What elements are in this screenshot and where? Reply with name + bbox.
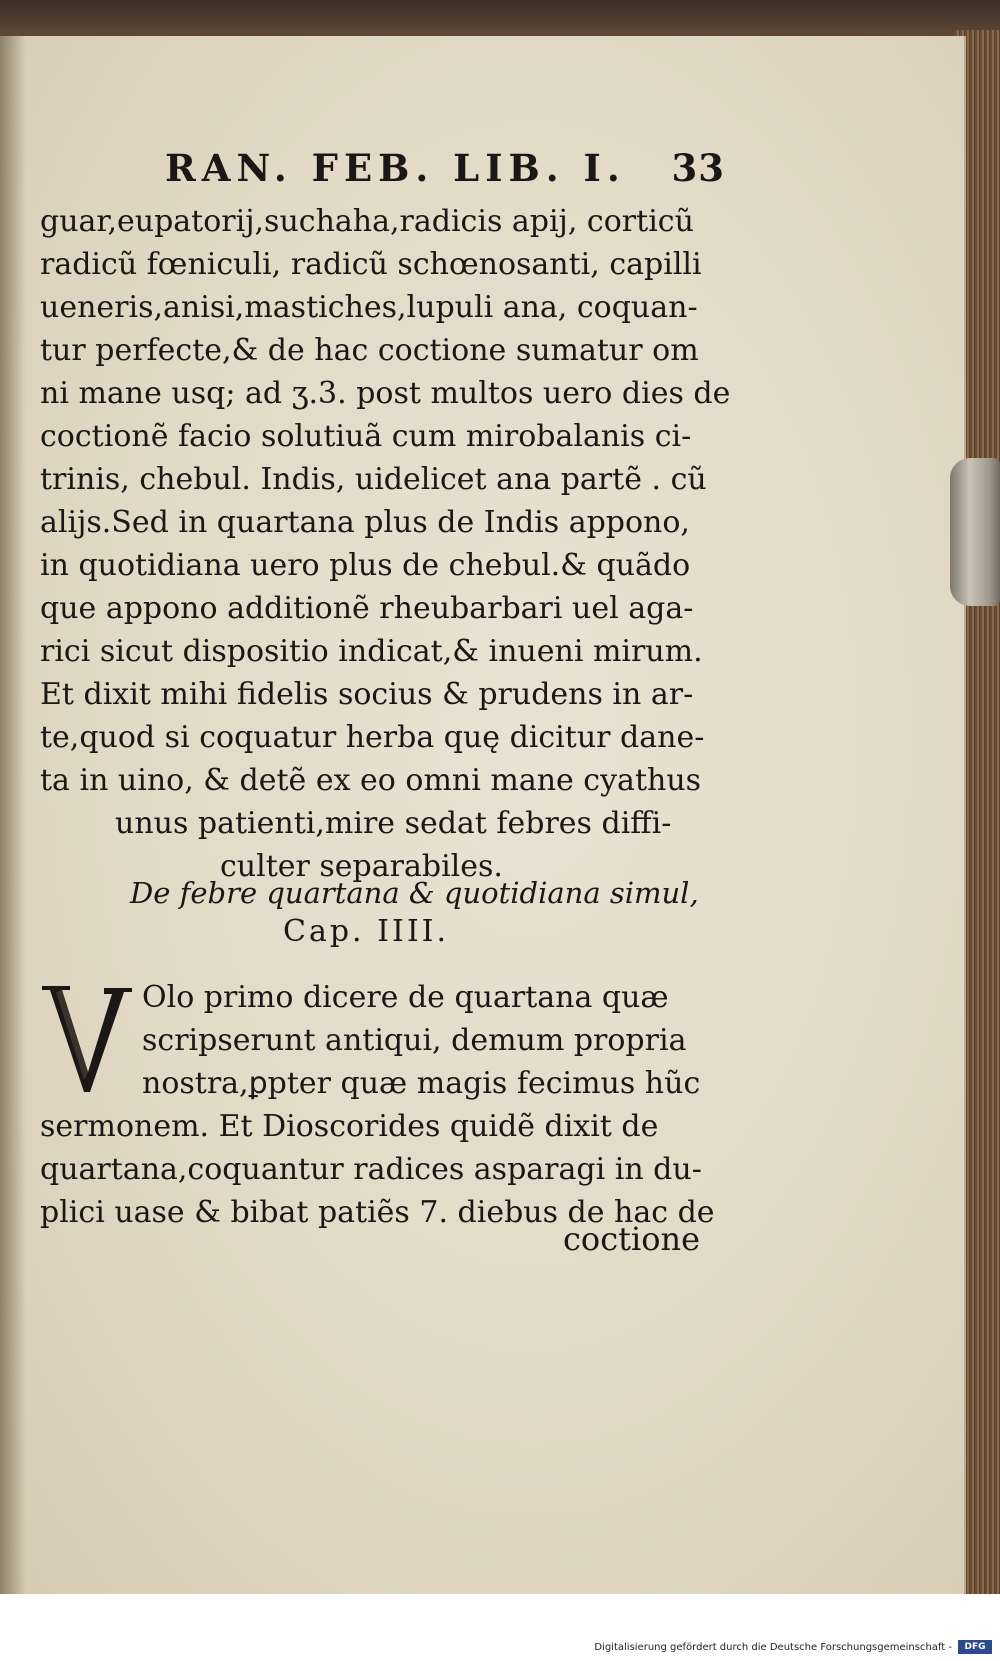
text-line: trinis, chebul. Indis, uidelicet ana partẽ . cũ xyxy=(40,462,707,497)
text-line: coctionẽ facio solutiuã cum mirobalanis ci- xyxy=(40,419,692,454)
text-line: Et dixit mihi fidelis socius & prudens in ar- xyxy=(40,677,694,712)
gutter-shadow xyxy=(0,36,26,1594)
text-line: guar,eupatorij,suchaha,radicis apij, corticũ xyxy=(40,204,694,239)
text-line: culter separabiles. xyxy=(220,849,503,884)
text-line: plici uase & bibat patiẽs 7. diebus de hac de xyxy=(40,1195,715,1230)
dfg-logo[interactable]: DFG xyxy=(958,1640,992,1654)
page-tab-marker xyxy=(950,458,1000,606)
text-line: ta in uino, & detẽ ex eo omni mane cyathus xyxy=(40,763,702,798)
digitization-credit: Digitalisierung gefördert durch die Deutsche Forschungsgemeinschaft - xyxy=(594,1642,952,1653)
text-line: alijs.Sed in quartana plus de Indis appono, xyxy=(40,505,690,540)
text-line: ueneris,anisi,mastiches,lupuli ana, coquan- xyxy=(40,290,698,325)
text-line: sermonem. Et Dioscorides quidẽ dixit de xyxy=(40,1109,659,1144)
chapter-heading: De febre quartana & quotidiana simul, xyxy=(130,876,699,910)
catchword: coctione xyxy=(563,1220,701,1258)
page-header xyxy=(165,146,725,196)
text-line: scripserunt antiqui, demum propria xyxy=(142,1023,687,1058)
text-line: tur perfecte,& de hac coctione sumatur om xyxy=(40,333,699,368)
text-line: ni mane usq; ad ʒ.3. post multos uero dies de xyxy=(40,376,731,411)
folio-number: 33 xyxy=(671,146,725,190)
running-title: RAN. FEB. LIB. I. xyxy=(165,146,626,190)
text-line: in quotidiana uero plus de chebul.& quãdo xyxy=(40,548,691,583)
text-line: unus patienti,mire sedat febres diffi- xyxy=(115,806,672,841)
footer-bar xyxy=(0,1594,1000,1661)
text-line: Olo primo dicere de quartana quæ xyxy=(142,980,669,1015)
chapter-number: Cap. IIII. xyxy=(283,914,450,949)
text-line: radicũ fœniculi, radicũ schœnosanti, capilli xyxy=(40,247,702,282)
text-line: que appono additionẽ rheubarbari uel aga- xyxy=(40,591,694,626)
text-line: nostra,ꝑpter quæ magis fecimus hũc xyxy=(142,1066,701,1101)
text-line: quartana,coquantur radices asparagi in du- xyxy=(40,1152,702,1187)
body-text xyxy=(40,200,730,888)
text-line: te,quod si coquatur herba quę dicitur dane- xyxy=(40,720,705,755)
paragraph-two xyxy=(40,976,730,1234)
text-line: rici sicut dispositio indicat,& inueni mirum. xyxy=(40,634,703,669)
